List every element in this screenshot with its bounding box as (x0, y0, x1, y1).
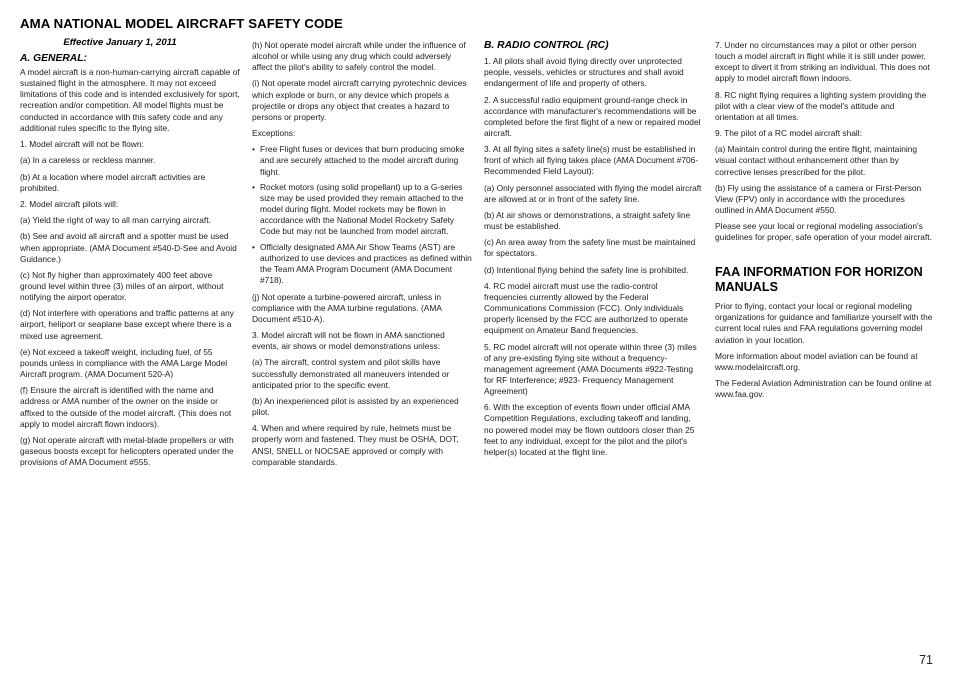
list-item: • Free Flight fuses or devices that burn producing smoke and are securely attached to the model aircraft during flight. (252, 144, 472, 177)
column-1 (20, 37, 240, 473)
paragraph: (a) Maintain control during the entire flight, maintaining visual contact without enhancement other than by corrective lenses prescribed for the pilot. (715, 144, 918, 177)
paragraph: (a) Only personnel associated with flying the model aircraft are allowed at or in front of the safety line. (484, 182, 702, 204)
paragraph: 4. RC model aircraft must use the radio-control frequencies currently allowed by the Federal Communications Commission (FCC). Only individuals properly licensed by the FCC are authorized to operate equipment on Amateur Band frequencies. (484, 281, 688, 336)
paragraph: (e) Not exceed a takeoff weight, including fuel, of 55 pounds unless in compliance with the AMA Large Model Aircraft program. (AMA Document 520-A) (20, 346, 228, 380)
column-2 (252, 40, 472, 473)
paragraph: 3. Model aircraft will not be flown in AMA sanctioned events, air shows or model demonstrations unless: (252, 330, 445, 352)
column-4 (715, 40, 933, 406)
paragraph: (j) Not operate a turbine-powered aircraft, unless in compliance with the AMA turbine regulations. (AMA Document #510-A). (252, 291, 442, 324)
paragraph: (b) At air shows or demonstrations, a straight safety line must be established. (484, 209, 691, 232)
paragraph: (i) Not operate model aircraft carrying pyrotechnic devices which explode or burn, or any device which propels a projectile or drops any object that creates a hazard to persons or property. (252, 78, 467, 122)
effective-date: Effective January 1, 2011 (63, 37, 177, 48)
faa-heading: FAA INFORMATION FOR HORIZON MANUALS (715, 265, 923, 294)
paragraph: 2. A successful radio equipment ground-range check in accordance with manufacturer's recommendations will be completed before the first flight of a new or repaired model aircraft. (484, 94, 701, 138)
paragraph: Please see your local or regional modeling association's guidelines for proper, safe operation of your model aircraft. (715, 221, 932, 243)
paragraph: (d) Intentional flying behind the safety line is prohibited. (484, 264, 689, 275)
page-number: 71 (919, 653, 933, 667)
paragraph: (c) Not fly higher than approximately 400 feet above ground level within three (3) miles of an airport, without notifying the airport operator. (20, 269, 224, 303)
paragraph: 6. With the exception of events flown under official AMA Competition Regulations, excluding takeoff and landing, no powered model may be flown outdoors closer than 25 feet to any individual, except for the pilot and the pilot's helper(s) located at the flight line. (484, 402, 695, 457)
paragraph: 9. The pilot of a RC model aircraft shall: (715, 128, 862, 139)
list-item: • Officially designated AMA Air Show Teams (AST) are authorized to use devices and practices as defined within the Team AMA Program Document (AMA Document #718). (252, 242, 472, 286)
exceptions-list (252, 144, 472, 286)
paragraph: (a) In a careless or reckless manner. (20, 155, 156, 166)
paragraph: (h) Not operate model aircraft while under the influence of alcohol or while using any drug which could adversely affect the pilot's ability to safely control the model. (252, 40, 466, 73)
paragraph: 1. All pilots shall avoid flying directly over unprotected people, vessels, vehicles or structures and shall avoid endangerment of life and property of others. (484, 56, 684, 89)
paragraph: 5. RC model aircraft will not operate within three (3) miles of any pre-existing flying site without a frequency-management agreement (AMA Documents #922-Testing for RF Interference; #923- Frequency Management Agreement) (484, 341, 697, 397)
exceptions-label: Exceptions: (252, 128, 296, 139)
paragraph: More information about model aviation can be found at www.modelaircraft.org. (715, 350, 918, 372)
page-title: AMA NATIONAL MODEL AIRCRAFT SAFETY CODE (20, 16, 343, 31)
list-item: • Rocket motors (using solid propellant) up to a G-series size may be used provided they remain attached to the model during flight. Model rockets may be flown in accordance with the National Model Rocketry Safety Code but may not be launched from model aircraft. (252, 182, 472, 237)
paragraph: 1. Model aircraft will not be flown: (20, 138, 144, 149)
section-b-heading: B. RADIO CONTROL (RC) (484, 40, 609, 51)
paragraph: 7. Under no circumstances may a pilot or other person touch a model aircraft in flight while it is still under power, except to divert it from striking an individual. This does not apply to model aircraft flown indoors. (715, 40, 930, 84)
paragraph: Prior to flying, contact your local or regional modeling organizations for guidance and familiarize yourself with the current local rules and FAA regulations governing model aviation in your location. (715, 301, 933, 345)
paragraph: (a) The aircraft, control system and pilot skills have successfully demonstrated all maneuvers intended or anticipated prior to the specific event. (252, 357, 450, 390)
paragraph: (b) An inexperienced pilot is assisted by an experienced pilot. (252, 395, 459, 418)
paragraph: (g) Not operate aircraft with metal-blade propellers or with gaseous boosts except for helicopters operated under the provisions of AMA Document #555. (20, 434, 234, 468)
paragraph: The Federal Aviation Administration can be found online at www.faa.gov. (715, 378, 932, 400)
paragraph: (d) Not interfere with operations and traffic patterns at any airport, heliport or seaplane base except where there is a mixed use agreement. (20, 308, 234, 341)
paragraph: (b) Fly using the assistance of a camera or First-Person View (FPV) only in accordance with the procedures outlined in AMA Document #550. (715, 182, 922, 215)
paragraph: (b) At a location where model aircraft activities are prohibited. (20, 171, 206, 193)
paragraph: 8. RC night flying requires a lighting system providing the pilot with a clear view of the model's attitude and orientation at all times. (715, 89, 927, 122)
paragraph: A model aircraft is a non-human-carrying aircraft capable of sustained flight in the atmosphere. It may not exceed limitations of this code and is intended exclusively for sport, recreation and/or competition. All model flights must be conducted in accordance with this safety code and any additional rules specific to the flying site. (20, 67, 240, 133)
paragraph: (b) See and avoid all aircraft and a spotter must be used when appropriate. (AMA Document #540-D-See and Avoid Guidance.) (20, 231, 237, 264)
section-a-heading: A. GENERAL: (20, 53, 87, 65)
paragraph: 4. When and where required by rule, helmets must be properly worn and fastened. They must be OSHA, DOT, ANSI, SNELL or NOCSAE approved or comply with comparable standards. (252, 423, 459, 467)
paragraph: (c) An area away from the safety line must be maintained for spectators. (484, 237, 696, 259)
column-3 (484, 40, 702, 463)
paragraph: 3. At all flying sites a safety line(s) must be established in front of which all flying takes place (AMA Document #706-Recommended Field Layout): (484, 144, 699, 177)
paragraph: (a) Yield the right of way to all man carrying aircraft. (20, 215, 211, 226)
paragraph: (f) Ensure the aircraft is identified with the name and address or AMA number of the owner on the inside or affixed to the outside of the model aircraft. (This does not apply to model aircraft flown indoors). (20, 385, 232, 429)
paragraph: 2. Model aircraft pilots will: (20, 198, 119, 209)
